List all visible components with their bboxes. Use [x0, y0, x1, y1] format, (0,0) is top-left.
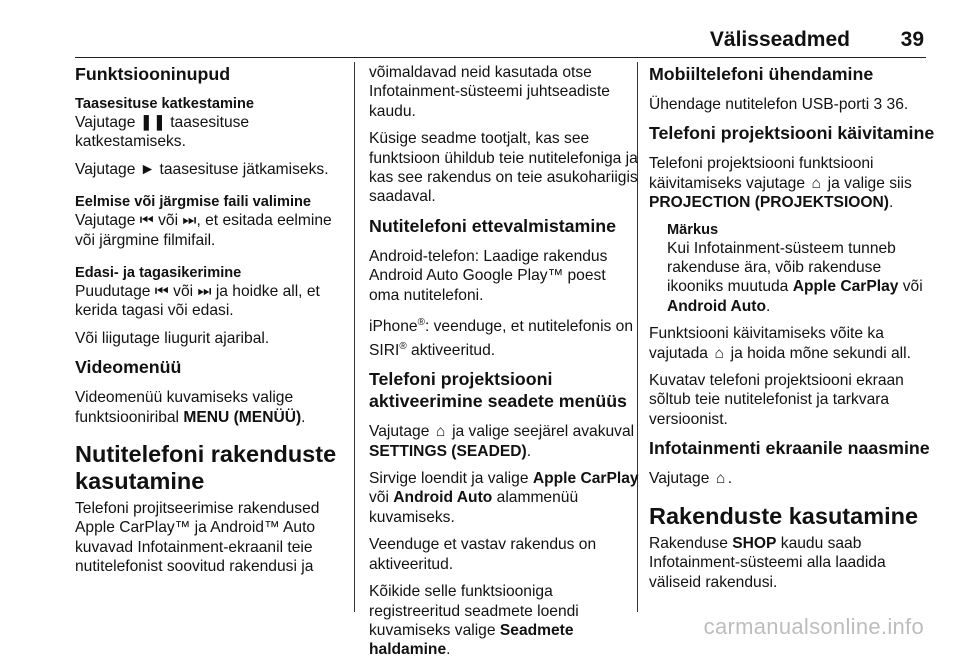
home-icon: ⌂: [714, 344, 724, 362]
play-icon: ►: [139, 160, 156, 178]
home-icon: ⌂: [811, 174, 822, 192]
heading-seek: Edasi- ja tagasikerimine: [75, 265, 242, 282]
para-pause: Vajutage ❚❚ taasesituse katkestamiseks.: [75, 114, 250, 151]
heading-activate: Telefoni projektsiooni aktiveerimine seadete menüüs: [369, 369, 627, 412]
fast-forward-icon: ⏭: [197, 283, 212, 301]
column-2: [369, 63, 639, 668]
heading-videomenu: Videomenüü: [75, 357, 182, 378]
para-start: Telefoni projektsiooni funktsiooni käivitamiseks vajutage ⌂ ja valige siis PROJECTION (PROJEKTSIOON).: [649, 155, 912, 212]
para-seek: Puudutage ⏮ või ⏭ ja hoidke all, et kerida tagasi või edasi.: [75, 283, 320, 320]
para-seek-alt: Või liigutage liugurit ajaribal.: [75, 329, 270, 347]
heading-prevnext: Eelmise või järgmise faili valimine: [75, 194, 312, 211]
header-rule: [75, 57, 926, 58]
watermark: carmanualsonline.info: [703, 614, 924, 639]
page-header: [0, 28, 960, 54]
para-android: Android-telefon: Laadige rakendus Android Auto Google Play™ poest oma nutitelefoni.: [369, 247, 608, 304]
previous-icon: ⏮: [139, 212, 154, 230]
para-apps: Telefoni projitseerimise rakendused Apple CarPlay™ ja Android™ Auto kuvavad Infotainment-ekraanil teie nutitelefonist soovitud rakendusi ja: [75, 500, 320, 576]
heading-use-apps: Rakenduste kasutamine: [649, 502, 919, 529]
heading-connect: Mobiiltelefoni ühendamine: [649, 64, 874, 84]
heading-start-projection: Telefoni projektsiooni käivitamine: [649, 123, 935, 144]
para-videomenu: Videomenüü kuvamiseks valige funktsiooniribal MENU (MENÜÜ).: [75, 389, 306, 426]
column-1: [75, 63, 355, 585]
home-icon: ⌂: [436, 423, 446, 441]
heading-smartphone-apps: Nutitelefoni rakenduste kasutamine: [75, 441, 337, 495]
note-box: [667, 221, 939, 317]
para-resume: Vajutage ► taasesituse jätkamiseks.: [75, 160, 329, 178]
heading-prepare: Nutitelefoni ettevalmistamine: [369, 215, 617, 236]
para-device-list: Kõikide selle funktsiooniga registreeritud seadmete loendi kuvamiseks valige Seadmete haldamine.: [369, 583, 579, 659]
heading-pause: Taasesituse katkestamine: [75, 96, 255, 112]
para-return: Vajutage ⌂ .: [649, 470, 733, 488]
column-3: [649, 63, 939, 600]
heading-controls: Funktsiooninupud: [75, 64, 231, 84]
pause-icon: ❚❚: [139, 114, 166, 131]
para-prevnext: Vajutage ⏮ või ⏭, et esitada eelmine või järgmine filmifail.: [75, 212, 332, 249]
para-use-apps: Rakenduse SHOP kaudu saab Infotainment-süsteemi alla laadida väliseid rakendusi.: [649, 534, 886, 591]
rewind-icon: ⏮: [154, 283, 169, 301]
page-title: Välisseadmed: [709, 28, 850, 51]
para-connect: Ühendage nutitelefon USB-porti 3 36.: [649, 96, 909, 113]
note-title: Märkus: [667, 221, 719, 238]
next-icon: ⏭: [182, 212, 197, 230]
note-text: Kui Infotainment-süsteem tunneb rakenduse ära, võib rakenduse ikooniks muutuda Apple CarPlay või Android Auto.: [667, 239, 923, 315]
reference-arrow-icon: 3: [873, 96, 883, 113]
heading-return: Infotainmenti ekraanile naasmine: [649, 438, 930, 459]
page-number: 39: [900, 28, 924, 51]
para-display: Kuvatav telefoni projektsiooni ekraan sõltub teie nutitelefonist ja tarkvara versioonist.: [649, 372, 904, 428]
para-function: Funktsiooni käivitamiseks võite ka vajutada ⌂ ja hoida mõne sekundi all.: [649, 325, 911, 362]
home-icon: ⌂: [716, 470, 726, 488]
para-activate: Vajutage ⌂ ja valige seejärel avakuval SETTINGS (SEADED).: [369, 423, 635, 460]
para-iphone: iPhone®: veenduge, et nutitelefonis on SIRI® aktiveeritud.: [369, 317, 634, 359]
para-continue: võimaldavad neid kasutada otse Infotainment-süsteemi juhtseadiste kaudu.: [369, 64, 610, 120]
para-ask: Küsige seadme tootjalt, kas see funktsioon ühildub teie nutitelefoniga ja kas see rakendus on teie asukohariigis saadaval.: [369, 130, 638, 206]
para-ensure: Veenduge et vastav rakendus on aktiveeritud.: [369, 536, 597, 573]
para-scroll: Sirvige loendit ja valige Apple CarPlay või Android Auto alammenüü kuvamiseks.: [369, 470, 639, 526]
